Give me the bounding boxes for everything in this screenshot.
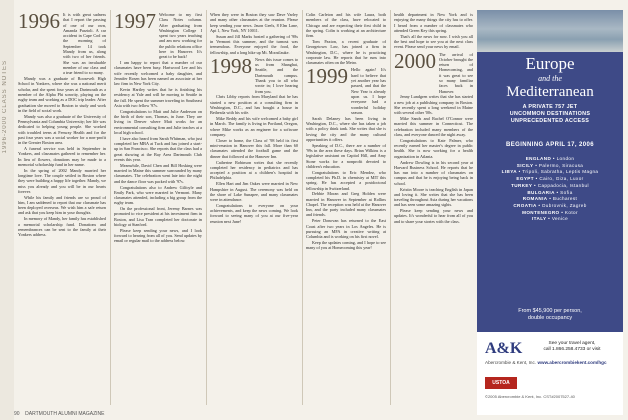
ad-brand-name: Abercrombie & Kent, Inc.: [485, 360, 537, 365]
note-paragraph: I have also heard from Sarah Whitman, who just completed her MBA at Tuck and has joined a start-up in San Francisco. She reports that the class had a great showing at the Bay Area Dartmouth Club events this year.: [114, 135, 202, 163]
itinerary-item: ENGLAND • London: [525, 156, 575, 161]
column-divider: [110, 10, 111, 405]
class-1999-intro: Hello again! It's hard to believe that yet another year has passed, and that the New Year is already upon us. I hope everyone had a wonderful holiday season.: [351, 67, 386, 115]
note-paragraph: Congratulations also to Andrew Gilfoyle and Emily Park, who were married in Vermont. Many classmates attended, including a big group from the rugby team.: [114, 184, 202, 206]
note-paragraph: Congratulations to Matt and Julie Anderson on the birth of their son, Thomas, in June. They are living in Denver where Matt works for an environmental consulting firm and Julie teaches at a local high school.: [114, 108, 202, 136]
class-notes-column-3: [210, 12, 298, 408]
ad-subline: UNCOMMON DESTINATIONS: [509, 111, 591, 117]
note-paragraph: Colin Carleton and his wife Laura, both members of the class, have relocated to Chicago and are expecting their first child in the spring. Colin is working at an architecture firm.: [306, 12, 386, 39]
note-paragraph: Closer to home, the Class of '98 held its first mini-reunion in Hanover this fall. More than 60 classmates attended the football game and the dinner that followed at the Hanover Inn.: [210, 137, 298, 159]
note-paragraph: In memory of Mandy, her family has established a memorial scholarship fund. Donations and remembrances can be sent to the family at their Yonkers address.: [18, 216, 106, 238]
class-notes-column-4: [306, 12, 386, 408]
ad-heading-line: and the: [538, 74, 562, 83]
note-paragraph: In the spring of 2002 Mandy married her longtime love. The couple settled in Boston where they were building a happy life together. Mandy, we miss you already and you will be in our hearts forever.: [18, 167, 106, 194]
ad-footer: [477, 332, 623, 415]
class-year-2000: 2000: [394, 48, 436, 73]
note-paragraph: Keep the updates coming, and I hope to see many of you at Homecoming this year!: [306, 239, 386, 251]
ad-price-line: double occupancy: [527, 315, 573, 321]
note-paragraph: health department in New York and is enjoying the many things the city has to offer. I heard from a number of classmates who attended Green Key this spring.: [394, 12, 473, 33]
note-paragraph: Please keep sending your news, and I look forward to hearing from all of you. Send updates by email or regular mail to the address below.: [114, 227, 202, 244]
class-year-1997: 1997: [114, 12, 156, 33]
ad-itinerary: [477, 156, 623, 223]
section-tab: [0, 0, 14, 420]
note-paragraph: While his family and friends are so proud of him, I am saddened to report that our classmate has been deployed overseas. We wish him a safe return and ask that you keep him in your thoughts.: [18, 194, 106, 216]
note-paragraph: Chris Libby reports from Maryland that he has started a new position at a consulting firm in Washington, D.C., and has bought a house in Bethesda with his wife.: [210, 94, 298, 116]
class-year-1996: 1996: [18, 12, 60, 33]
ak-logo: A&K: [485, 340, 523, 357]
itinerary-item: ROMANIA • Bucharest: [522, 196, 578, 202]
itinerary-item: CROATIA • Dubrovnik, Zagreb: [513, 202, 587, 208]
class-1996-header: [18, 12, 106, 76]
note-paragraph: Mandy was also a graduate of the University of Pennsylvania and Columbia University; her life was dedicated to helping young people. She worked with troubled teens at Fenway Health and for the past four years was a social worker for a non-profit in the Greater Boston area.: [18, 113, 106, 146]
note-paragraph: Jenny Lundgren writes that she has started a new job at a publishing company in Boston. She recently spent a long weekend in Maine with several other '00s.: [394, 94, 473, 116]
ad-contact: [527, 341, 617, 353]
ad-price-line: From $45,900 per person,: [518, 308, 582, 314]
page-footer: [14, 411, 104, 417]
ustoa-badge: USTOA: [485, 377, 517, 389]
ad-website-link[interactable]: www.abercrombiekent.com/hgc: [537, 360, 607, 365]
itinerary-item: SICILY • Palermo, Siracusa: [516, 162, 584, 168]
class-2000-intro: The arrival of October brought the return of Homecoming, and it was great to see so many familiar faces back in Hanover.: [439, 51, 473, 94]
note-paragraph: Mike Reddy and his wife welcomed a baby girl in March. The family is living in Portland, Oregon, where Mike works as an engineer for a software company.: [210, 116, 298, 138]
note-paragraph: Tom Paxton, a recent graduate of Georgetown Law, has joined a firm in Washington, D.C., where he is practicing corporate law. He reports that he runs into classmates often on the Metro.: [306, 38, 386, 66]
class-year-1998: 1998: [210, 53, 252, 78]
itinerary-item: TURKEY • Cappadocia, Istanbul: [511, 182, 589, 188]
travel-advertisement[interactable]: [477, 10, 623, 415]
ad-price: [477, 308, 623, 322]
column-divider: [390, 10, 391, 405]
class-1996-intro: It is with great sadness that I report the passing of one of our own, Amanda Parzioli. A car accident in Cape Cod on the morning of September 14 took Mandy from us, along with two of her friends. She was an invaluable member of our class and a true friend to so many.: [63, 12, 106, 76]
magazine-title: DARTMOUTH ALUMNI MAGAZINE: [25, 411, 105, 417]
section-tab-label: 1996-2000 CLASS NOTES: [2, 60, 8, 154]
ad-fine-print: ©2005 Abercrombie & Kent, Inc. CST#2007527-40: [485, 394, 575, 399]
ad-subheading: [483, 104, 617, 125]
itinerary-item: MONTENEGRO • Kotor: [522, 209, 578, 215]
note-paragraph: Mandy was a graduate of Roosevelt High School in Yonkers, where she was a national merit scholar, and she spent four years at Dartmouth as a member of the Alpha Phi sorority, playing on the rugby team and working as a DOC trip leader. After graduation she moved to Boston to study and work in the field of social work.: [18, 76, 106, 113]
class-1997-intro: Welcome to my first Class Notes column. After graduating from Washington College I spent two years teaching and am now working for the public relations office here in Hanover. It's great to be back!: [159, 12, 202, 60]
class-1997-header: [114, 12, 202, 60]
note-paragraph: I am happy to report that a number of our classmates have been busy. Hartwood Lee and his wife recently welcomed a baby daughter, and Jennifer Rosen has been named an associate at her law firm in New York City.: [114, 60, 202, 87]
note-paragraph: Debbie Moran and Greg Holden were married in Hanover in September at Rollins Chapel. The reception was held at the Hanover Inn, and the party included many classmates and friends.: [306, 191, 386, 218]
note-paragraph: Kevin Hartley writes that he is finishing his residency at Yale and will be moving to Seattle in the fall. He spent the summer traveling in Southeast Asia with two fellow '97s.: [114, 87, 202, 109]
class-year-1999: 1999: [306, 64, 348, 89]
note-paragraph: Meanwhile, David Chen and Bill Hosking were married in Maine this summer surrounded by many classmates. The celebration went late into the night and the dance floor was packed with '97s.: [114, 162, 202, 184]
ad-contact-line: See your travel agent,: [548, 341, 596, 346]
note-paragraph: Mike Sands and Rachel O'Connor were married this summer in Connecticut. The celebration included many members of the class, and everyone danced the night away.: [394, 116, 473, 138]
note-paragraph: Andrew Dowling is in his second year at Harvard Business School. He reports that he has run into a number of classmates on campus and that he is enjoying being back in school.: [394, 159, 473, 186]
note-paragraph: Catherine Robinson writes that she recently completed her residency in pediatrics and has accepted a position at a children's hospital in Philadelphia.: [210, 159, 298, 181]
class-notes-column-5: [394, 12, 473, 408]
itinerary-item: ITALY • Venice: [531, 216, 569, 222]
note-paragraph: Please keep sending your news and updates. It's wonderful to hear from all of you and to share your stories with the class.: [394, 208, 473, 224]
note-paragraph: On the professional front, Jeremy Barnes was promoted to vice president at his investment firm in Boston, and Lisa Tran completed her doctorate in biology at Stanford.: [114, 206, 202, 228]
page-number: 90: [14, 411, 20, 417]
class-2000-header: [394, 48, 473, 95]
class-notes-column-1: [18, 12, 106, 408]
itinerary-item: LIBYA • Tripoli, Sabratha, Leptis Magna: [501, 169, 599, 175]
itinerary-item: EGYPT • Cairo, Giza, Luxor: [516, 176, 584, 182]
class-1999-header: [306, 64, 386, 115]
note-paragraph: Sarah Delaney has been living in Washington, D.C., where she has taken a job with a policy think tank. She writes that she is loving the city and the many cultural opportunities it offers.: [306, 115, 386, 142]
class-1998-header: [210, 53, 298, 95]
column-divider: [206, 10, 207, 405]
note-paragraph: A funeral service was held in September in Yonkers, and classmates gathered to remember her. In lieu of flowers, donations may be made to a memorial scholarship fund in her name.: [18, 145, 106, 167]
ad-heading: [477, 54, 623, 101]
note-paragraph: Peter Donovan has returned to the East Coast after two years in Los Angeles. He is pursuing an MFA in creative writing at Columbia and is working on his first novel.: [306, 218, 386, 240]
ad-contact-line: call 1.866.258.4733 or visit: [543, 347, 601, 352]
class-1998-intro: News this issue comes to us from Shanghai, Seattle, and the Dartmouth campus. Thank you to all who wrote in; I love hearing from you.: [255, 56, 298, 94]
ad-heading-line: Mediterranean: [506, 84, 594, 100]
ad-subline: A PRIVATE 757 JET: [522, 104, 578, 110]
note-paragraph: That's all the news for now. I wish you all the best and hope to see you at the next class event. Please send your news by email.: [394, 33, 473, 50]
class-notes-column-2: [114, 12, 202, 408]
note-paragraph: Congratulations to Kate Palmer, who recently earned her master's degree in public health. She is now working for a health organization in Atlanta.: [394, 137, 473, 159]
ad-heading-line: Europe: [525, 54, 575, 73]
note-paragraph: Susan and Jill Marks hosted a gathering of '98s in Vermont this summer, and the turnout was tremendous. Everyone enjoyed the food, the fellowship, and a long hike up Mt. Moosilauke.: [210, 33, 298, 55]
ad-subline: UNPRECEDENTED ACCESS: [510, 118, 590, 124]
column-divider: [302, 10, 303, 405]
note-paragraph: Ellen Hart and Jim Oakes were married in New Hampshire in August. The ceremony was held on the shore of Lake Sunapee, and many classmates were in attendance.: [210, 181, 298, 203]
ad-departure-date: BEGINNING APRIL 17, 2006: [506, 142, 594, 148]
note-paragraph: Speaking of D.C., there are a number of '99s in the area these days. Brian Wilkins is a legislative assistant on Capitol Hill, and Amy Stone works for a nonprofit devoted to children's education.: [306, 142, 386, 169]
note-paragraph: Kristin Moore is teaching English in Japan and loving it. She writes that she has been traveling throughout Asia during her vacations and has seen some amazing sights.: [394, 186, 473, 208]
itinerary-item: BULGARIA • Sofia: [527, 189, 573, 195]
note-paragraph: Congratulations to everyone on your achievements, and keep the news coming. We look forward to seeing many of you at our five-year reunion next June!: [210, 202, 298, 224]
note-paragraph: Congratulations to Eric Mendez, who completed his Ph.D. in chemistry at MIT this spring. He has accepted a postdoctoral fellowship in Switzerland.: [306, 169, 386, 191]
note-paragraph: When they were in Boston they saw Dave Varley and many other classmates at the reunion. Please keep sending your news. Jason Geels, 8 Elm Lane, Apt 1, New York, NY 10011.: [210, 12, 298, 33]
ad-photo: [477, 10, 623, 52]
